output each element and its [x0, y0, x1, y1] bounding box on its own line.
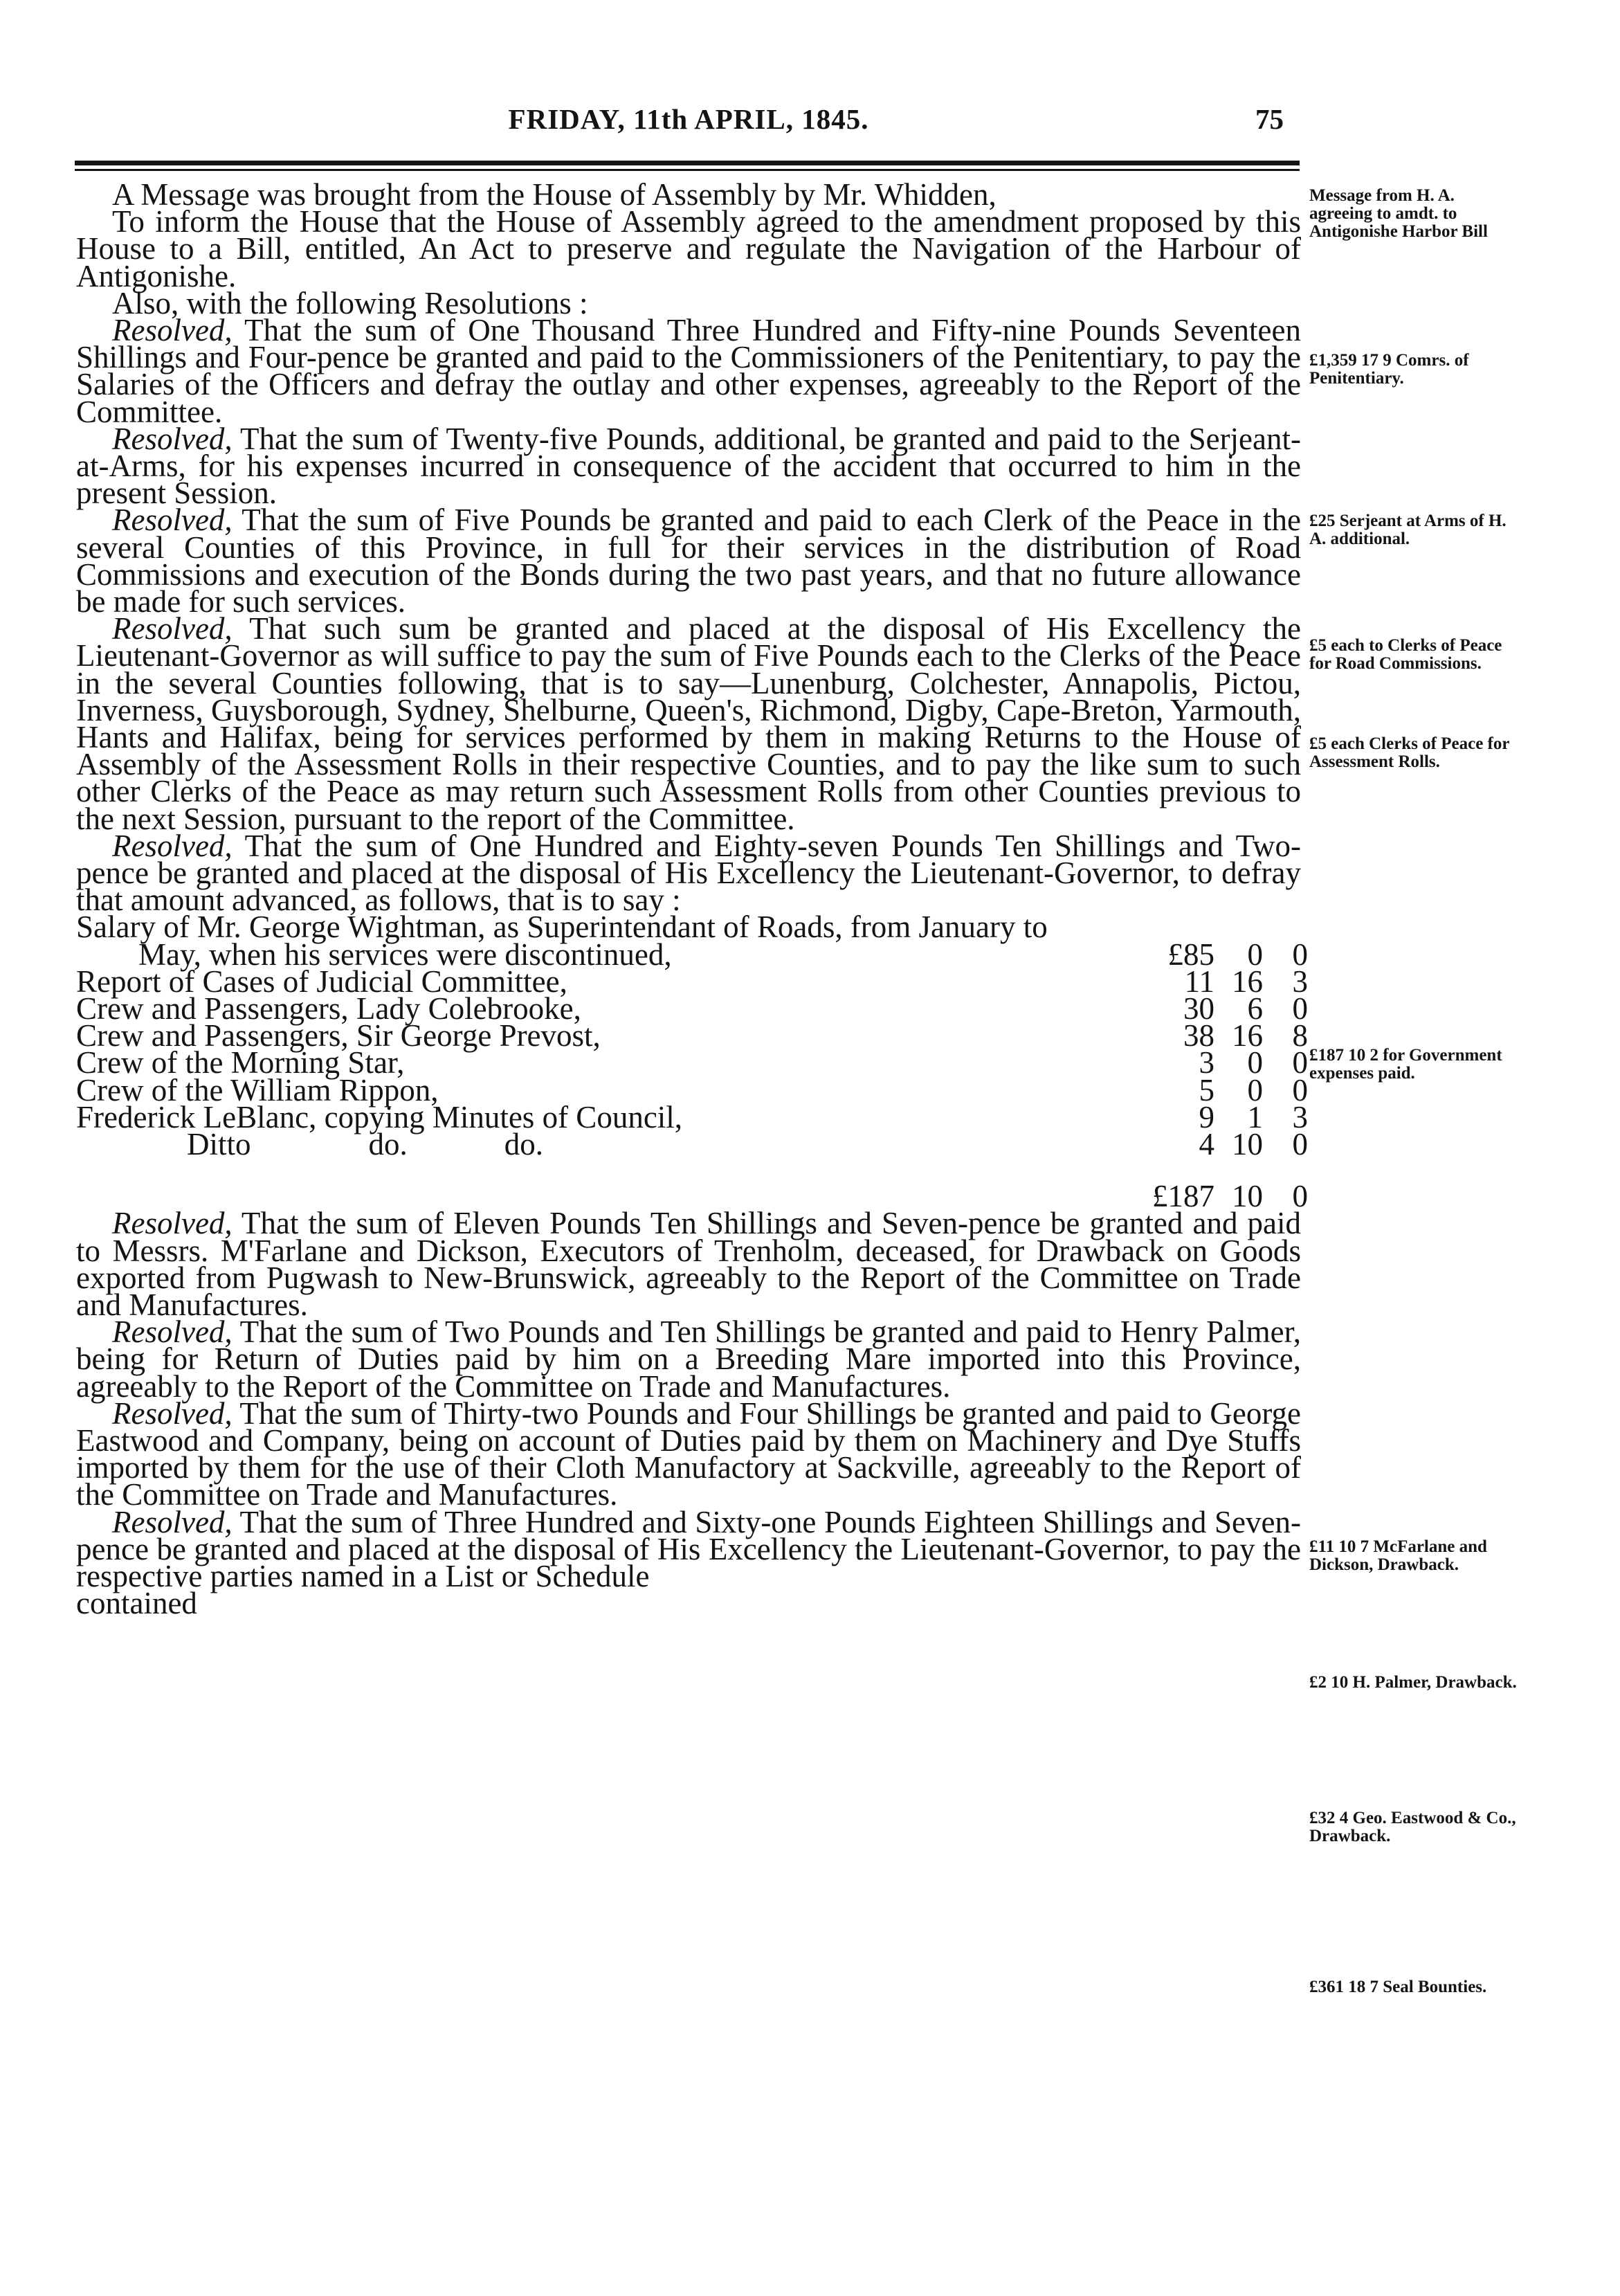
resolution-serjeant-at-arms: Resolved, That the sum of Twenty-five Pounds, additional, be granted and paid to the Serjeant-at-Arms, for his expenses incurred in consequence of the accident that occurred to him in the present Session. — [76, 421, 1301, 511]
margin-note: £11 10 7 McFarlane and Dickson, Drawback. — [1309, 1537, 1487, 1574]
ledger-row: Crew of the Morning Star, 3 0 0 — [76, 1045, 1308, 1081]
margin-note: £187 10 2 for Government expenses paid. — [1309, 1046, 1502, 1083]
margin-note: £5 each to Clerks of Peace for Road Commissions. — [1309, 636, 1502, 673]
ledger-row: Report of Cases of Judicial Committee, 11 16 3 — [76, 964, 1308, 999]
catchword: contained — [76, 1586, 197, 1621]
page-body — [76, 177, 1308, 1621]
resolutions-intro: Also, with the following Resolutions : — [112, 285, 588, 320]
header-rule-thick — [75, 161, 1300, 165]
ledger-row: Ditto do. do. 4 10 0 — [187, 1126, 1308, 1161]
resolution-government-expenses: Resolved, That the sum of One Hundred and Eighty-seven Pounds Ten Shillings and Two-pence be granted and placed at the disposal of His Excellency the Lieutenant-Governor, to defray that amount advanced, as follows, that is to say : — [76, 828, 1301, 918]
margin-note: £1,359 17 9 Comrs. of Penitentiary. — [1309, 351, 1469, 388]
page-number: 75 — [1255, 103, 1284, 135]
ledger-row: Frederick LeBlanc, copying Minutes of Council, 9 1 3 — [76, 1099, 1308, 1135]
resolution-assessment-rolls: Resolved, That such sum be granted and placed at the disposal of His Excellency the Lieutenant-Governor as will suffice to pay the sum of Five Pounds each to the Clerks of the Peace in the several Counties following, that is to say—Lunenburg, Colchester, Annapolis, Pictou, Inverness, Guysborough, Sydney, Shelburne, Queen's, Richmond, Digby, Cape-Breton, Yarmouth, Hants and Halifax, being for services performed by them in making Returns to the House of Assembly of the Assessment Rolls in their respective Counties, and to pay the like sum to such other Clerks of the Peace as may return such Assessment Rolls from other Counties previous to the next Session, pursuant to the report of the Committee. — [76, 611, 1301, 836]
margin-note: £5 each Clerks of Peace for Assessment Rolls. — [1309, 734, 1510, 771]
message-detail-paragraph: To inform the House that the House of Assembly agreed to the amendment proposed by this House to a Bill, entitled, An Act to preserve and regulate the Navigation of the Harbour of Antigonishe. — [76, 204, 1301, 293]
header-rule-thin — [75, 169, 1300, 171]
ledger-row: Crew and Passengers, Sir George Prevost, 38 16 8 — [76, 1018, 1308, 1054]
resolution-george-eastwood: Resolved, That the sum of Thirty-two Pounds and Four Shillings be granted and paid to George Eastwood and Company, being on account of Duties paid by them on Machinery and Dye Stuffs imported by them for the use of their Cloth Manufactory at Sackville, agreeably to the Report of the Committee on Trade and Manufactures. — [76, 1395, 1301, 1512]
resolution-henry-palmer: Resolved, That the sum of Two Pounds and Ten Shillings be granted and paid to Henry Palmer, being for Return of Duties paid by him on a Breeding Mare imported into this Province, agreeably to the Report of the Committee on Trade and Manufactures. — [76, 1314, 1301, 1404]
margin-note: £2 10 H. Palmer, Drawback. — [1309, 1673, 1517, 1692]
margin-note: £25 Serjeant at Arms of H. A. additional. — [1309, 512, 1507, 548]
ledger-row: Crew and Passengers, Lady Colebrooke, 30 6 0 — [76, 991, 1308, 1027]
ledger-row: May, when his services were discontinued, £85 0 0 — [138, 937, 1308, 972]
resolution-penitentiary: Resolved, That the sum of One Thousand Three Hundred and Fifty-nine Pounds Seventeen Shillings and Four-pence be granted and paid to the Commissioners of the Penitentiary, to pay the Salaries of the Officers and defray the outlay and other expenses, agreeably to the Report of the Committee. — [76, 313, 1301, 429]
resolution-mcfarlane-dickson: Resolved, That the sum of Eleven Pounds Ten Shillings and Seven-pence be granted and paid to Messrs. M'Farlane and Dickson, Executors of Trenholm, deceased, for Drawback on Goods exported from Pugwash to New-Brunswick, agreeably to the Report of the Committee on Trade and Manufactures. — [76, 1206, 1301, 1322]
running-title: FRIDAY, 11th APRIL, 1845. — [508, 103, 869, 135]
ledger-row: Crew of the William Rippon, 5 0 0 — [76, 1072, 1308, 1108]
message-paragraph: A Message was brought from the House of Assembly by Mr. Whidden, — [112, 177, 996, 212]
page-header — [83, 102, 1294, 144]
expense-ledger — [76, 910, 1308, 1214]
ledger-intro: Salary of Mr. George Wightman, as Superintendant of Roads, from January to — [76, 910, 1048, 945]
margin-note: £32 4 Geo. Eastwood & Co., Drawback. — [1309, 1809, 1516, 1845]
resolution-road-commissions: Resolved, That the sum of Five Pounds be granted and paid to each Clerk of the Peace in the several Counties of this Province, in full for their services in the distribution of Road Commissions and execution of the Bonds during the two past years, and that no future allowance be made for such services. — [76, 503, 1301, 620]
resolution-seal-bounties: Resolved, That the sum of Three Hundred and Sixty-one Pounds Eighteen Shillings and Seven-pence be granted and placed at the disposal of His Excellency the Lieutenant-Governor, to pay the respective parties named in a List or Schedule — [76, 1504, 1301, 1593]
margin-note: £361 18 7 Seal Bounties. — [1309, 1978, 1487, 1996]
margin-note: Message from H. A. agreeing to amdt. to Antigonishe Harbor Bill — [1309, 186, 1488, 241]
ledger-total: £187 10 0 — [1152, 1179, 1308, 1214]
